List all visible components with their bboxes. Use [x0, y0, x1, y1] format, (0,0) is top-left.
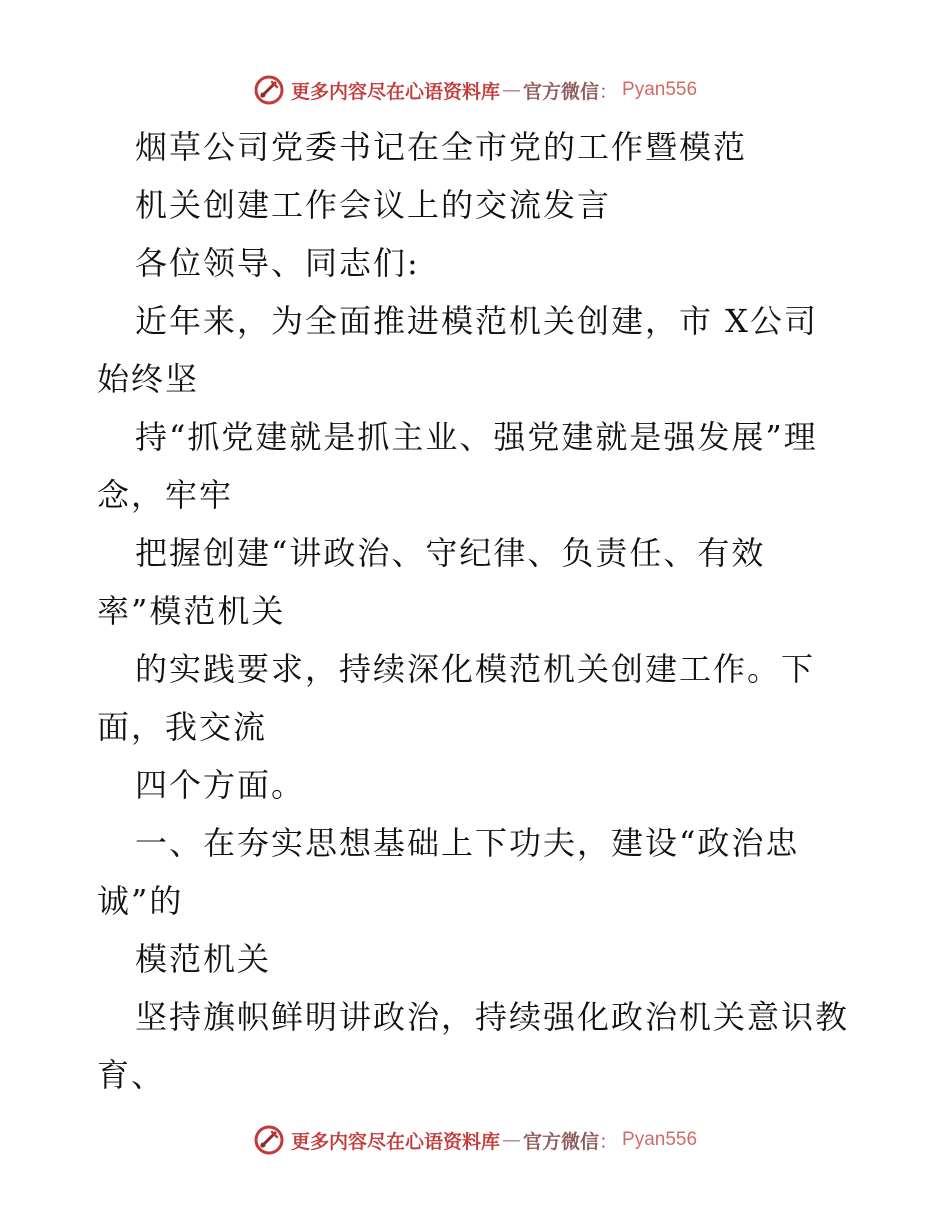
text-line: 念，牢牢 [97, 476, 234, 514]
banner-main-text: 更多内容尽在心语资料库 [290, 80, 500, 103]
text-line: 始终坚 [97, 360, 200, 398]
banner-separator: — [501, 79, 521, 101]
text-line: 四个方面。 [135, 766, 306, 804]
text-line: 面，我交流 [97, 708, 268, 746]
text-line: 机关创建工作会议上的交流发言 [135, 186, 612, 224]
brand-logo-icon [253, 74, 285, 106]
banner-official-label: 官方微信 [522, 80, 599, 103]
text-line: 坚持旗帜鲜明讲政治，持续强化政治机关意识教 [135, 998, 850, 1036]
text-line: 把握创建“讲政治、守纪律、负责任、有效 [135, 534, 766, 572]
banner-separator: — [501, 1129, 521, 1151]
text-line: 一、在夯实思想基础上下功夫，建设“政治忠 [135, 824, 800, 862]
banner-colon: ： [599, 80, 619, 103]
footer-banner [0, 1120, 950, 1160]
text-line: 近年来，为全面推进模范机关创建，市 X公司 [135, 302, 818, 340]
header-banner [0, 70, 950, 110]
brand-logo-icon [253, 1124, 285, 1156]
text-line: 育、 [97, 1056, 166, 1094]
banner-wechat-id: Pyan556 [622, 1129, 698, 1150]
banner-wechat-id: Pyan556 [622, 79, 698, 100]
text-line: 的实践要求，持续深化模范机关创建工作。下 [135, 650, 816, 688]
banner-official-label: 官方微信 [522, 1130, 599, 1153]
banner-main-text: 更多内容尽在心语资料库 [290, 1130, 500, 1153]
text-line: 诚”的 [97, 882, 184, 920]
text-line: 持“抓党建就是抓主业、强党建就是强发展”理 [135, 418, 818, 456]
text-line: 模范机关 [135, 940, 272, 978]
document-body [97, 118, 877, 1104]
text-line: 各位领导、同志们: [135, 244, 420, 282]
text-line: 率”模范机关 [97, 592, 286, 630]
text-line: 烟草公司党委书记在全市党的工作暨模范 [135, 128, 748, 166]
banner-colon: ： [599, 1130, 619, 1153]
